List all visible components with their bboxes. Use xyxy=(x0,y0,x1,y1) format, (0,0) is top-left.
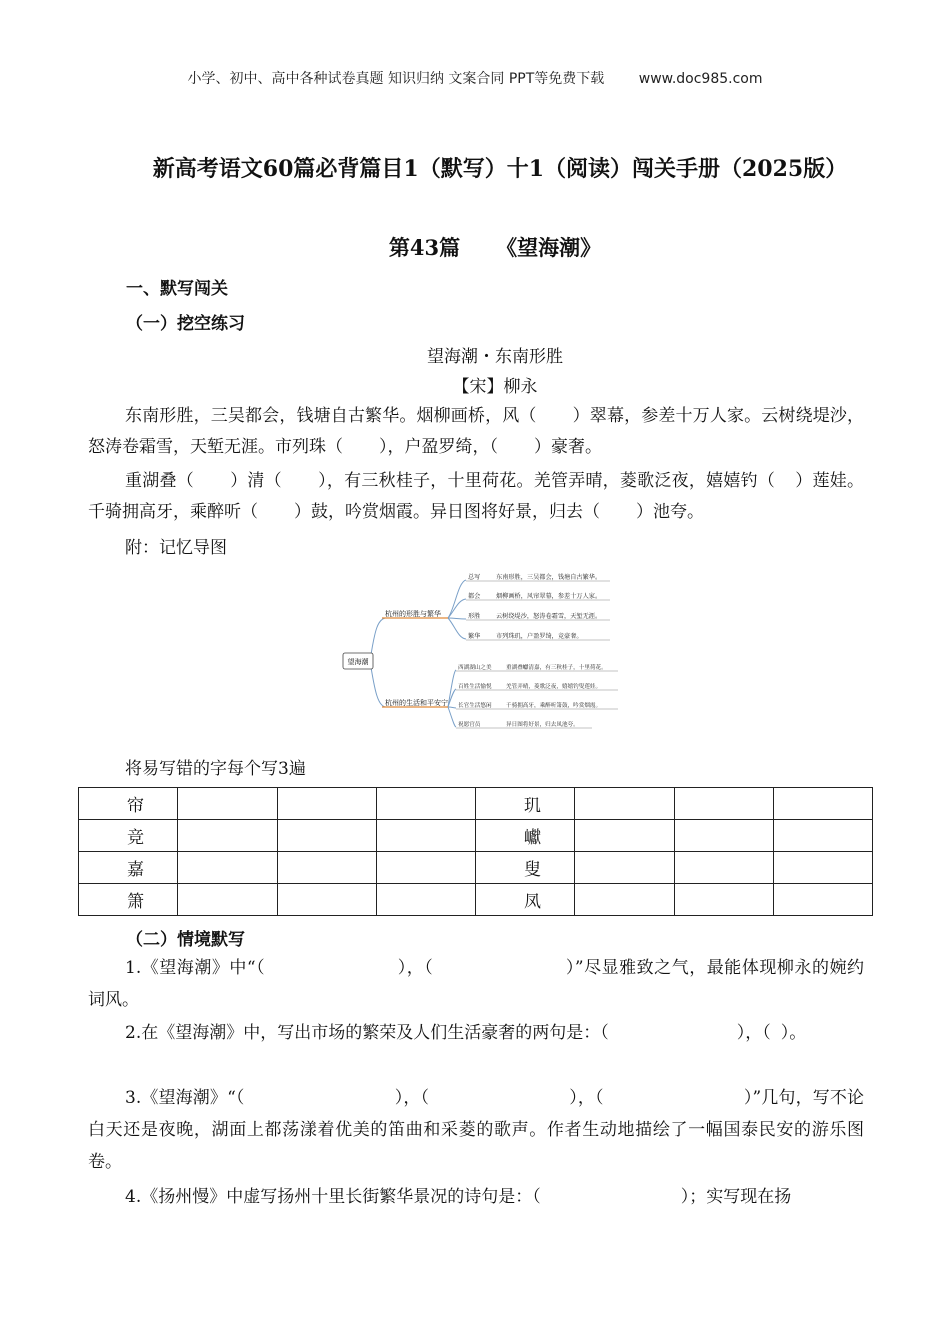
practice-char: 竞 xyxy=(79,820,178,852)
practice-cell[interactable] xyxy=(277,852,376,884)
chapter-title: 《望海潮》 xyxy=(496,235,602,260)
chapter-heading xyxy=(0,232,950,262)
practice-cell[interactable] xyxy=(575,884,674,916)
mindmap-bottom-text-3: 千骑拥高牙，乘醉听箫鼓，吟赏烟霞。 xyxy=(506,703,602,709)
practice-cell[interactable] xyxy=(178,852,277,884)
practice-char: 箫 xyxy=(79,884,178,916)
mindmap-top-label-1: 总写 xyxy=(468,574,481,581)
mindmap-bottom-text-2: 羌管弄晴，菱歌泛夜，嬉嬉钓叟莲娃。 xyxy=(506,684,602,690)
header-text: 小学、初中、高中各种试卷真题 知识归纳 文案合同 PPT等免费下载 xyxy=(187,71,605,87)
practice-cell[interactable] xyxy=(376,852,475,884)
question-4: 4.《扬州慢》中虚写扬州十里长街繁华景况的诗句是：（ ）；实写现在扬 xyxy=(125,1187,792,1207)
mindmap-branch-bottom: 杭州的生活和平安宁 xyxy=(385,699,448,707)
practice-char: 巘 xyxy=(476,820,575,852)
practice-char: 嘉 xyxy=(79,852,178,884)
practice-cell[interactable] xyxy=(277,884,376,916)
practice-cell[interactable] xyxy=(674,788,773,820)
mindmap-branch-top: 杭州的形胜与繁华 xyxy=(385,610,441,618)
table-row xyxy=(79,820,873,852)
practice-cell[interactable] xyxy=(773,788,872,820)
poem-author: 【宋】柳永 xyxy=(452,377,538,397)
practice-cell[interactable] xyxy=(575,820,674,852)
practice-cell[interactable] xyxy=(674,852,773,884)
practice-cell[interactable] xyxy=(277,820,376,852)
practice-cell[interactable] xyxy=(674,820,773,852)
practice-cell[interactable] xyxy=(376,788,475,820)
practice-cell[interactable] xyxy=(376,884,475,916)
table-row xyxy=(79,788,873,820)
character-practice-table xyxy=(78,787,873,916)
header-site-link[interactable]: www.doc985.com xyxy=(638,71,763,87)
table-row xyxy=(79,852,873,884)
document-title: 新高考语文60篇必背篇目1（默写）十1（阅读）闯关手册（2025版） xyxy=(152,156,848,182)
practice-cell[interactable] xyxy=(178,820,277,852)
mindmap-root: 望海潮 xyxy=(347,658,369,666)
section-heading: 一、默写闯关 xyxy=(126,279,228,299)
practice-cell[interactable] xyxy=(773,820,872,852)
practice-char: 凤 xyxy=(476,884,575,916)
mindmap-bottom-text-4: 异日图将好景，归去凤池夸。 xyxy=(506,722,579,728)
practice-char: 叟 xyxy=(476,852,575,884)
practice-char: 玑 xyxy=(476,788,575,820)
poem-paragraph-1: 东南形胜，三吴都会，钱塘自古繁华。烟柳画桥，风（ ）翠幕，参差十万人家。云树绕堤沙，怒涛卷霜雪，天堑无涯。市列珠（ ），户盈罗绮，（ ）豪奢。 xyxy=(88,406,865,457)
practice-cell[interactable] xyxy=(773,852,872,884)
practice-instruction: 将易写错的字每个写3遍 xyxy=(125,759,306,779)
practice-cell[interactable] xyxy=(277,788,376,820)
chapter-number: 第43篇 xyxy=(388,235,461,260)
mindmap-top-text-4: 市列珠玑，户盈罗绮，竞豪奢。 xyxy=(496,633,583,640)
mindmap-top-text-3: 云树绕堤沙，怒涛卷霜雪，天堑无涯。 xyxy=(496,613,602,620)
appendix-label: 附：记忆导图 xyxy=(125,538,227,558)
mindmap-bottom-label-3: 长官生活悠闲 xyxy=(458,703,492,709)
page-header xyxy=(0,68,950,88)
practice-cell[interactable] xyxy=(575,852,674,884)
poem-paragraph-2: 重湖叠（ ）清（ ），有三秋桂子，十里荷花。羌管弄晴，菱歌泛夜，嬉嬉钓（ ）莲娃。千骑拥高牙，乘醉听（ ）鼓，吟赏烟霞。异日图将好景，归去（ ）池夸。 xyxy=(88,471,865,522)
mindmap-bottom-label-2: 百姓生活愉悦 xyxy=(458,684,492,690)
mindmap-top-text-2: 烟柳画桥，风帘翠幕，参差十万人家。 xyxy=(496,593,602,600)
subsection-heading-context: （二）情境默写 xyxy=(126,930,245,950)
practice-cell[interactable] xyxy=(178,788,277,820)
memory-mind-map xyxy=(340,568,620,742)
practice-cell[interactable] xyxy=(575,788,674,820)
practice-cell[interactable] xyxy=(376,820,475,852)
practice-cell[interactable] xyxy=(674,884,773,916)
subsection-heading-fill-blank: （一）挖空练习 xyxy=(126,314,245,334)
question-2: 2.在《望海潮》中，写出市场的繁荣及人们生活豪奢的两句是：（ ），（ ）。 xyxy=(125,1023,807,1043)
poem-title: 望海潮・东南形胜 xyxy=(427,347,563,367)
mindmap-bottom-label-1: 西湖湖山之美 xyxy=(458,665,492,671)
mindmap-top-text-1: 东南形胜，三吴都会，钱塘自古繁华。 xyxy=(496,574,602,581)
question-1: 1.《望海潮》中“（ ），（ ）”尽显雅致之气，最能体现柳永的婉约词风。 xyxy=(88,958,864,1010)
practice-cell[interactable] xyxy=(773,884,872,916)
practice-cell[interactable] xyxy=(178,884,277,916)
mindmap-top-label-3: 形胜 xyxy=(468,613,481,620)
mindmap-bottom-text-1: 重湖叠巘清嘉，有三秋桂子，十里荷花。 xyxy=(506,665,607,671)
table-row xyxy=(79,884,873,916)
question-3: 3.《望海潮》“（ ），（ ），（ ）”几句，写不论白天还是夜晚，湖面上都荡漾着优美的笛曲和采菱的歌声。作者生动地描绘了一幅国泰民安的游乐图卷。 xyxy=(88,1088,864,1172)
mindmap-top-label-4: 繁华 xyxy=(468,633,481,640)
mindmap-bottom-label-4: 祝愿官员 xyxy=(458,722,481,728)
practice-char: 帘 xyxy=(79,788,178,820)
mindmap-top-label-2: 都会 xyxy=(468,593,481,600)
